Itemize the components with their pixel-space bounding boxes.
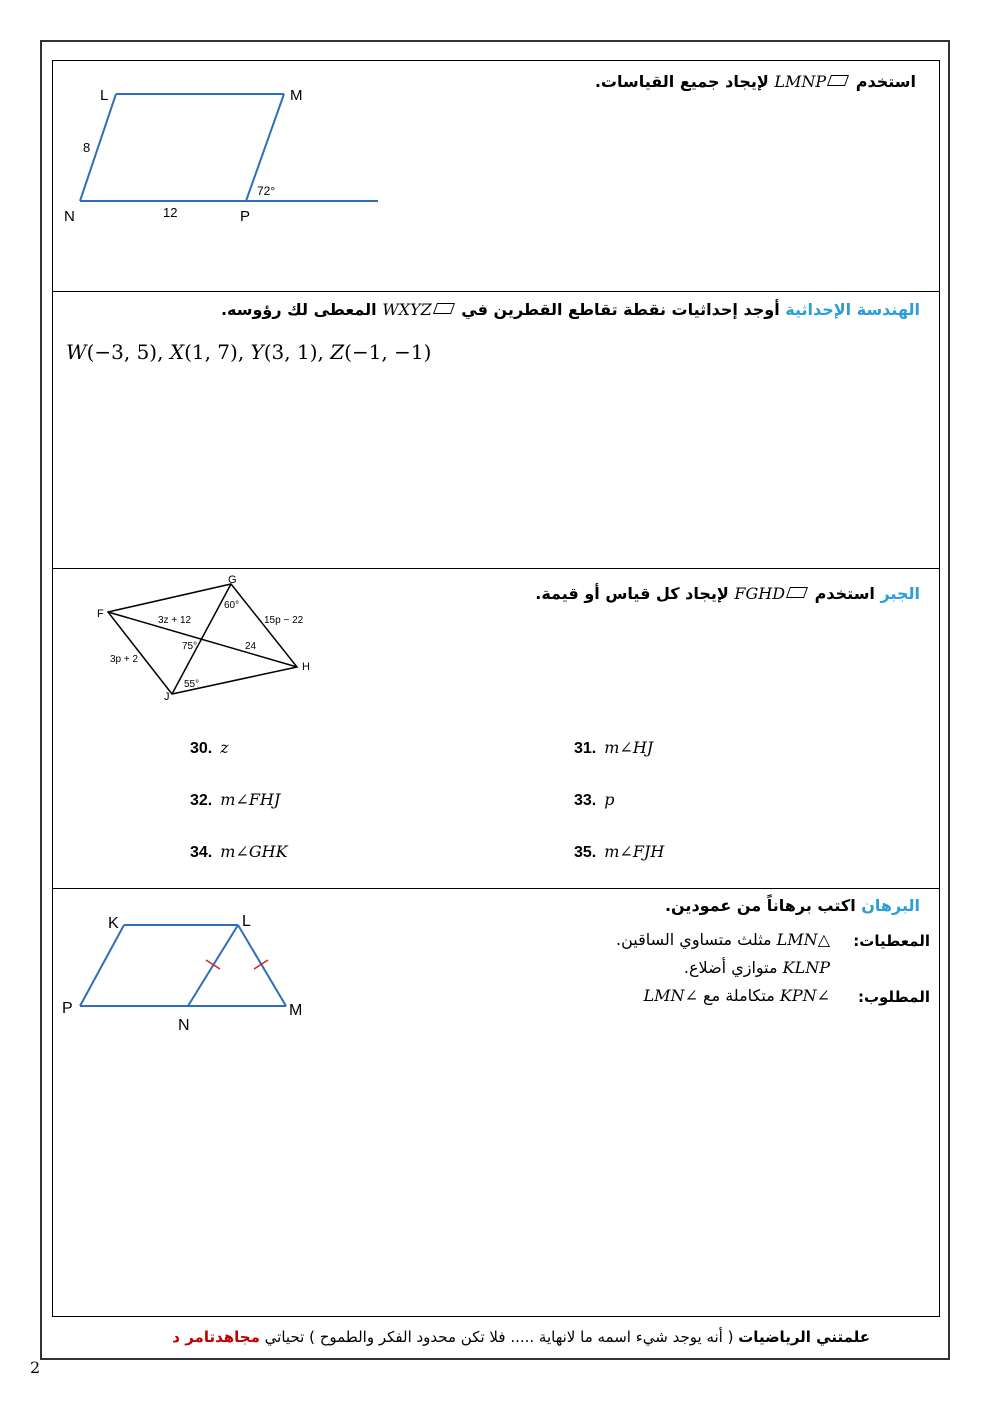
label-l: L xyxy=(242,913,251,930)
parallelogram-icon xyxy=(433,303,455,314)
label-l: L xyxy=(100,87,109,104)
given-line-2: KLNP متوازي أضلاع. xyxy=(683,958,830,977)
exercise-30: 30. z xyxy=(190,738,229,757)
side-label-12: 12 xyxy=(163,205,178,220)
label-h: H xyxy=(302,661,310,673)
segment-24: 24 xyxy=(245,641,257,652)
label-m: M xyxy=(289,1002,303,1019)
parallelogram-symbol-label: LMNP xyxy=(774,72,850,91)
expr-15p-22: 15p − 22 xyxy=(264,615,304,626)
side-ln xyxy=(188,925,238,1006)
parallelogram-klnp-figure xyxy=(56,905,326,1035)
label-n: N xyxy=(178,1017,190,1034)
given-line-1: △LMN مثلث متساوي الساقين. xyxy=(616,930,830,949)
parallelogram-symbol-label: WXYZ xyxy=(382,300,456,319)
label-j: J xyxy=(164,691,170,703)
label-m: M xyxy=(290,87,303,104)
section-divider xyxy=(52,888,940,889)
author-name: تامر د xyxy=(172,1328,216,1346)
congruence-tick xyxy=(206,960,220,969)
parallelogram-lmnp-figure xyxy=(56,80,401,235)
expr-3z-12: 3z + 12 xyxy=(158,615,192,626)
author-name: مجاهد xyxy=(215,1328,260,1346)
congruence-tick xyxy=(254,960,268,969)
exercise-31: 31. m∠HJ xyxy=(574,738,654,757)
label-f: F xyxy=(97,608,104,620)
prove-label: المطلوب: xyxy=(857,988,930,1006)
vertex-coordinates: W(−3, 5), X(1, 7), Y(3, 1), Z(−1, −1) xyxy=(66,340,432,364)
section-divider xyxy=(52,568,940,569)
parallelogram-symbol-label: FGHD xyxy=(734,584,809,603)
label-k: K xyxy=(108,915,119,932)
section-divider xyxy=(52,291,940,292)
footer-quote: علمتني الرياضيات ( أنه يوجد شيء اسمه ما لانهاية ..... فلا تكن محدود الفكر والطموح ) تحياتي مجاهدتامر د xyxy=(172,1328,870,1346)
diagonal-gj xyxy=(172,584,231,694)
side-label-8: 8 xyxy=(83,140,91,155)
section3-tag: الجبر xyxy=(880,584,920,603)
parallelogram-fghj-figure xyxy=(92,572,327,707)
angle-75: 75° xyxy=(182,641,198,652)
given-label: المعطيات: xyxy=(853,932,930,950)
angle-55: 55° xyxy=(184,679,200,690)
label-p: P xyxy=(62,1000,73,1017)
exercise-33: 33. p xyxy=(574,790,615,809)
parallelogram-icon xyxy=(827,75,849,86)
side-lm xyxy=(238,925,286,1006)
section1-instruction: استخدم LMNP لإيجاد جميع القياسات. xyxy=(594,72,916,91)
prove-line: ∠KPN متكاملة مع ∠LMN xyxy=(643,986,830,1005)
label-p: P xyxy=(240,208,251,225)
angle-label-72: 72° xyxy=(257,184,276,198)
parallelogram-icon xyxy=(786,587,808,598)
label-g: G xyxy=(228,574,237,586)
page-number: 2 xyxy=(30,1358,41,1377)
section4-instruction: البرهان اكتب برهاناً من عمودين. xyxy=(664,896,920,915)
exercise-34: 34. m∠GHK xyxy=(190,842,288,861)
side-kp xyxy=(80,925,124,1006)
exercise-35: 35. m∠FJH xyxy=(574,842,665,861)
expr-3p-2: 3p + 2 xyxy=(110,654,139,665)
section2-instruction: الهندسة الإحداثية أوجد إحداثيات نقطة تقاطع القطرين في WXYZ المعطى لك رؤوسه. xyxy=(220,300,920,319)
section3-instruction: الجبر استخدم FGHD لإيجاد كل قياس أو قيمة. xyxy=(535,584,920,603)
section2-tag: الهندسة الإحداثية xyxy=(785,300,920,319)
label-n: N xyxy=(64,208,75,225)
exercise-32: 32. m∠FHJ xyxy=(190,790,281,809)
section4-tag: البرهان xyxy=(861,896,920,915)
angle-60: 60° xyxy=(224,600,240,611)
